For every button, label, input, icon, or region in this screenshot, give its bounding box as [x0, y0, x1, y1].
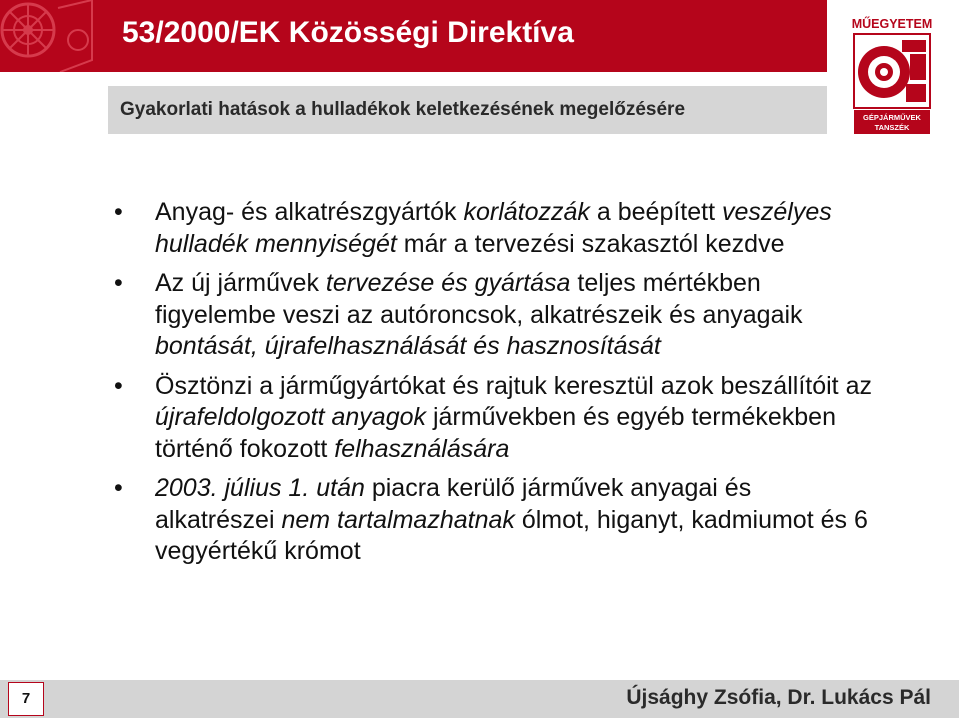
logo-bottom-text-2: TANSZÉK	[874, 123, 910, 132]
bullet-item	[112, 197, 872, 260]
bullet-text-emphasis: nem tartalmazhatnak	[281, 505, 515, 534]
university-logo-icon	[850, 14, 934, 135]
bullet-text-emphasis: felhasználására	[334, 434, 510, 463]
bullet-list	[112, 197, 872, 576]
bullet-item	[112, 268, 872, 363]
bullet-text-emphasis: veszélyes hulladék mennyiségét	[155, 198, 832, 258]
wheel-art-icon	[0, 0, 95, 72]
bullet-text-emphasis: 2003. július 1. után	[155, 474, 365, 502]
bullet-text: a beépített	[589, 198, 722, 226]
slide-subtitle: Gyakorlati hatások a hulladékok keletkezésének megelőzésére	[120, 99, 686, 120]
bullet-text: teljes mértékben figyelembe veszi az autóroncsok, alkatrészeik és anyagaik	[155, 269, 803, 329]
bullet-item	[112, 371, 872, 466]
slide-title: 53/2000/EK Közösségi Direktíva	[122, 16, 574, 49]
bullet-text: már a tervezési szakasztól kezdve	[396, 229, 785, 258]
bullet-text: Anyag- és alkatrészgyártók	[155, 198, 464, 226]
subtitle-bar	[108, 86, 827, 134]
bullet-text: piacra kerülő járművek anyagai és alkatrészei	[155, 474, 752, 534]
logo-bottom-text-1: GÉPJÁRMŰVEK	[863, 113, 921, 122]
bullet-text-emphasis: tervezése és gyártása	[325, 269, 571, 297]
bullet-text-emphasis: bontását, újrafelhasználását és hasznosítását	[155, 332, 661, 360]
page-number: 7	[8, 682, 44, 716]
bullet-item	[112, 473, 872, 568]
bullet-text-emphasis: újrafeldolgozott anyagok	[155, 403, 427, 431]
logo-top-text: MŰEGYETEM	[851, 17, 933, 31]
bullet-text: ólmot, higanyt, kadmiumot és 6 vegyértékű krómot	[155, 505, 868, 565]
bullet-text-emphasis: korlátozzák	[463, 198, 590, 226]
bullet-text: Ösztönzi a járműgyártókat és rajtuk keresztül azok beszállítóit az	[155, 371, 872, 400]
bullet-text: Az új járművek	[155, 269, 326, 297]
author-credit: Újsághy Zsófia, Dr. Lukács Pál	[626, 686, 931, 709]
bullet-text: járművekben és egyéb termékekben történő fokozott	[155, 403, 836, 463]
title-bar	[0, 0, 827, 72]
